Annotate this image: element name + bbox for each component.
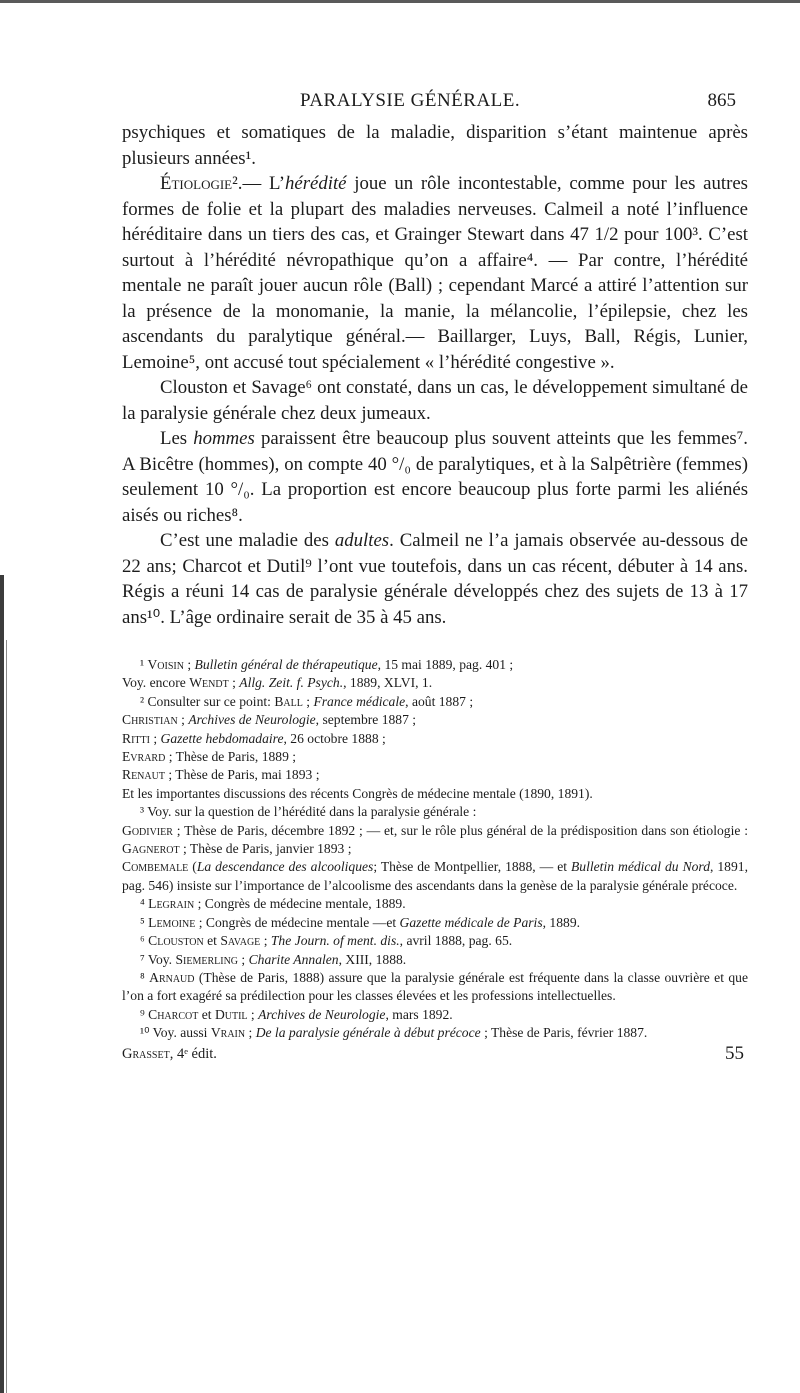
scan-edge-line	[6, 640, 7, 1393]
sheet-number: 55	[725, 1042, 744, 1064]
footnote-9: ⁹ Charcot et Dutil ; Archives de Neurologie, mars 1892.	[140, 1006, 453, 1022]
page-number: 865	[707, 90, 736, 111]
scan-edge-shadow	[0, 575, 4, 1393]
footnote-5: ⁵ Lemoine ; Congrès de médecine mentale —et Gazette médicale de Paris, 1889.	[140, 914, 581, 930]
footnote-2-line: Ritti ; Gazette hebdomadaire, 26 octobre 1888 ;	[122, 730, 386, 746]
footnote-3-line: Godivier ; Thèse de Paris, décembre 1892 ; — et, sur le rôle plus général de la prédisposition dans son étiologie : Gagnerot ; Thèse de Paris, janvier 1893 ;	[122, 822, 748, 857]
emphasis: adultes	[334, 530, 390, 551]
book-signature: Grasset, 4ᵉ édit.	[122, 1045, 217, 1062]
footnote-3-line: Combemale (La descendance des alcooliques; Thèse de Montpellier, 1888, — et Bulletin médical du Nord, 1891, pag. 546) insiste sur l’importance de l’alcoolisme des ascendants dans la genèse de la paralysie générale précoce.	[122, 859, 748, 893]
paragraph-continuation: psychiques et somatiques de la maladie, disparition s’étant maintenue après plusieurs années¹.	[122, 122, 748, 169]
footnote-2-line: Et les importantes discussions des récents Congrès de médecine mentale (1890, 1891).	[122, 785, 593, 801]
page-footer	[122, 1044, 748, 1064]
running-title: PARALYSIE GÉNÉRALE.	[300, 90, 521, 111]
paragraph-jumeaux: Clouston et Savage⁶ ont constaté, dans un cas, le développement simultané de la paralysie générale chez deux jumeaux.	[122, 377, 748, 424]
footnote-2-line: Evrard ; Thèse de Paris, 1889 ;	[122, 749, 297, 765]
footnote-1: ¹ Voisin ; Bulletin général de thérapeutique, 15 mai 1889, pag. 401 ;	[140, 657, 514, 672]
footnote-2-line: Renaut ; Thèse de Paris, mai 1893 ;	[122, 767, 320, 783]
footnote-8: ⁸ Arnaud (Thèse de Paris, 1888) assure que la paralysie générale est fréquente dans la classe ouvrière et que l’on a fort exagéré sa prédilection pour les classes élevées et les professions intellectuelles.	[122, 969, 748, 1004]
emphasis: hommes	[193, 428, 255, 449]
emphasis: hérédité	[284, 173, 347, 194]
footnote-2: ² Consulter sur ce point: Ball ; France médicale, août 1887 ;	[140, 693, 474, 709]
page-header	[0, 90, 800, 114]
footnote-3: ³ Voy. sur la question de l’hérédité dans la paralysie générale :	[140, 804, 477, 820]
footnote-4: ⁴ Legrain ; Congrès de médecine mentale, 1889.	[140, 896, 406, 912]
top-border	[0, 0, 800, 3]
page-content	[122, 120, 748, 1064]
section-heading: Étiologie²	[160, 173, 238, 194]
paragraph-etiologie: Étiologie².— L’hérédité joue un rôle incontestable, comme pour les autres formes de folie et la plupart des maladies nerveuses. Calmeil a noté l’influence héréditaire dans un tiers des cas, et Grainger Stewart dans 47 1/2 pour 100³. C’est surtout à l’hérédité névropathique qu’on a affaire⁴. — Par contre, l’hérédité mentale ne paraît jouer aucun rôle (Ball) ; cependant Marcé a attiré l’attention sur la présence de la monomanie, la manie, la mélancolie, l’épilepsie, chez les ascendants du paralytique général.— Baillarger, Luys, Ball, Régis, Lunier, Lemoine⁵, ont accusé tout spécialement « l’hérédité congestive ».	[122, 173, 748, 373]
footnote-6: ⁶ Clouston et Savage ; The Journ. of ment. dis., avril 1888, pag. 65.	[140, 933, 513, 949]
paragraph-adultes: C’est une maladie des adultes. Calmeil ne l’a jamais observée au-dessous de 22 ans; Charcot et Dutil⁹ l’ont vue toutefois, dans un cas récent, débuter à 14 ans. Régis a réuni 14 cas de paralysie générale développés chez des sujets de 13 à 17 ans¹⁰. L’âge ordinaire serait de 35 à 45 ans.	[122, 530, 748, 628]
paragraph-hommes: Les hommes paraissent être beaucoup plus souvent atteints que les femmes⁷. A Bicêtre (hommes), on compte 40 °/₀ de paralytiques, et à la Salpêtrière (femmes) seulement 10 °/₀. La proportion est encore beaucoup plus forte parmi les aliénés aisés ou riches⁸.	[122, 428, 748, 526]
footnote-1-line: Voy. encore Wendt ; Allg. Zeit. f. Psych., 1889, XLVI, 1.	[122, 675, 433, 691]
footnote-2-line: Christian ; Archives de Neurologie, septembre 1887 ;	[122, 712, 417, 728]
footnote-7: ⁷ Voy. Siemerling ; Charite Annalen, XIII, 1888.	[140, 951, 407, 967]
footnotes	[122, 656, 748, 1064]
footnote-10: ¹⁰ Voy. aussi Vrain ; De la paralysie générale à début précoce ; Thèse de Paris, février 1887.	[140, 1025, 648, 1041]
